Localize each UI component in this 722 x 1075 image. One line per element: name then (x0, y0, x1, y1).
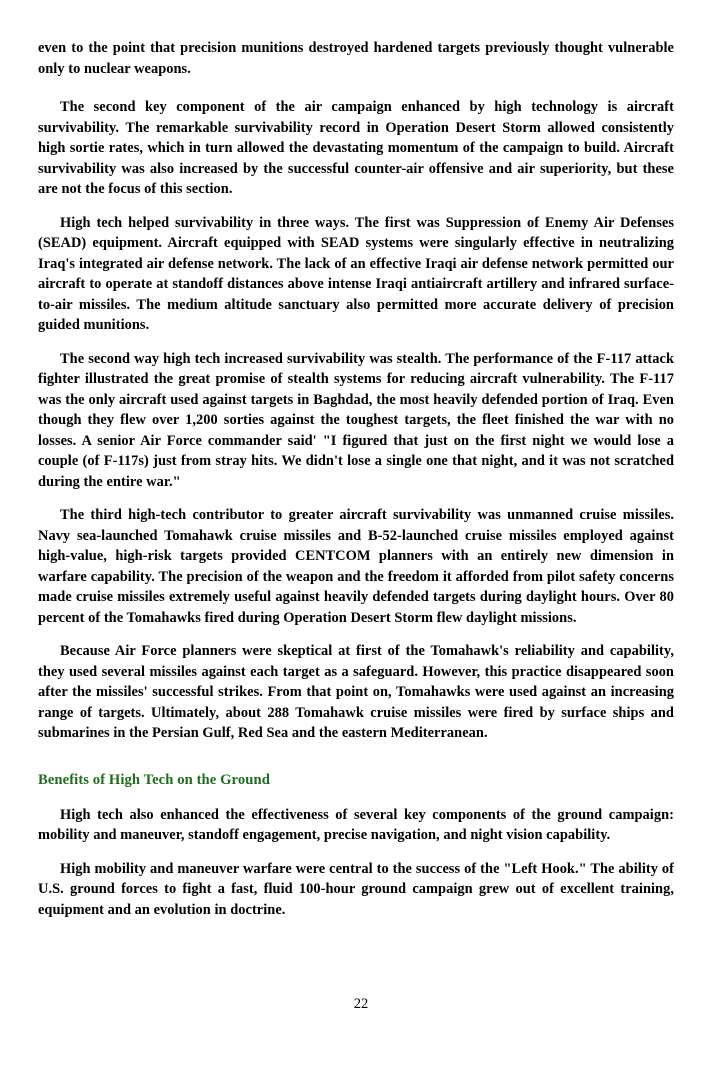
paragraph-ground-campaign-components: High tech also enhanced the effectiveness of several key components of the ground campaign: mobility and maneuver, standoff engagement, precise navigation, and night vision capability. (38, 806, 674, 843)
paragraph-mobility-maneuver: High mobility and maneuver warfare were central to the success of the "Left Hook." The ability of U.S. ground forces to fight a fast, fluid 100-hour ground campaign grew out of excellent training, equipment and an evolution in doctrine. (38, 860, 674, 918)
section-heading-benefits-ground: Benefits of High Tech on the Ground (38, 771, 270, 788)
paragraph-continuation: even to the point that precision munitions destroyed hardened targets previously thought vulnerable only to nuclear weapons. (38, 40, 674, 77)
paragraph-stealth-f117: The second way high tech increased survivability was stealth. The performance of the F-117 attack fighter illustrated the great promise of stealth systems for reducing aircraft vulnerability. The F-117 was the only aircraft used against targets in Baghdad, the most heavily defended portion of Iraq. Even though they flew over 1,200 sorties against the toughest targets, the fleet finished the war with no losses. A senior Air Force commander said' "I figured that just on the first night we would lose a couple (of F-117s) just from stray hits. We didn't lose a single one that night, and it was not scratched during the entire war." (38, 350, 674, 490)
paragraph-air-campaign-survivability: The second key component of the air campaign enhanced by high technology is aircraft survivability. The remarkable survivability record in Operation Desert Storm allowed consistently high sortie rates, which in turn allowed the devastating momentum of the campaign to build. Aircraft survivability was also increased by the successful counter-air offensive and air superiority, but these are not the focus of this section. (38, 99, 674, 197)
page-number: 22 (353, 996, 369, 1012)
paragraph-cruise-missiles: The third high-tech contributor to greater aircraft survivability was unmanned cruise missiles. Navy sea-launched Tomahawk cruise missiles and B-52-launched cruise missiles employed against high-value, high-risk targets provided CENTCOM planners with an entirely new dimension in warfare capability. The precision of the weapon and the freedom it afforded from pilot safety concerns made cruise missiles extremely useful against heavily defended targets during daylight hours. Over 80 percent of the Tomahawks fired during Operation Desert Storm flew daylight missions. (38, 507, 674, 626)
paragraph-sead: High tech helped survivability in three ways. The first was Suppression of Enemy Air Defenses (SEAD) equipment. Aircraft equipped with SEAD systems were singularly effective in neutralizing Iraq's integrated air defense network. The lack of an effective Iraqi air defense network permitted our aircraft to operate at standoff distances above intense Iraqi antiaircraft artillery and infrared surface-to-air missiles. The medium altitude sanctuary also permitted more accurate delivery of precision guided munitions. (38, 214, 674, 333)
paragraph-tomahawk-usage: Because Air Force planners were skeptical at first of the Tomahawk's reliability and capability, they used several missiles against each target as a safeguard. However, this practice disappeared soon after the missiles' successful strikes. From that point on, Tomahawks were used against an increasing range of targets. Ultimately, about 288 Tomahawk cruise missiles were fired by surface ships and submarines in the Persian Gulf, Red Sea and the eastern Mediterranean. (38, 643, 674, 741)
